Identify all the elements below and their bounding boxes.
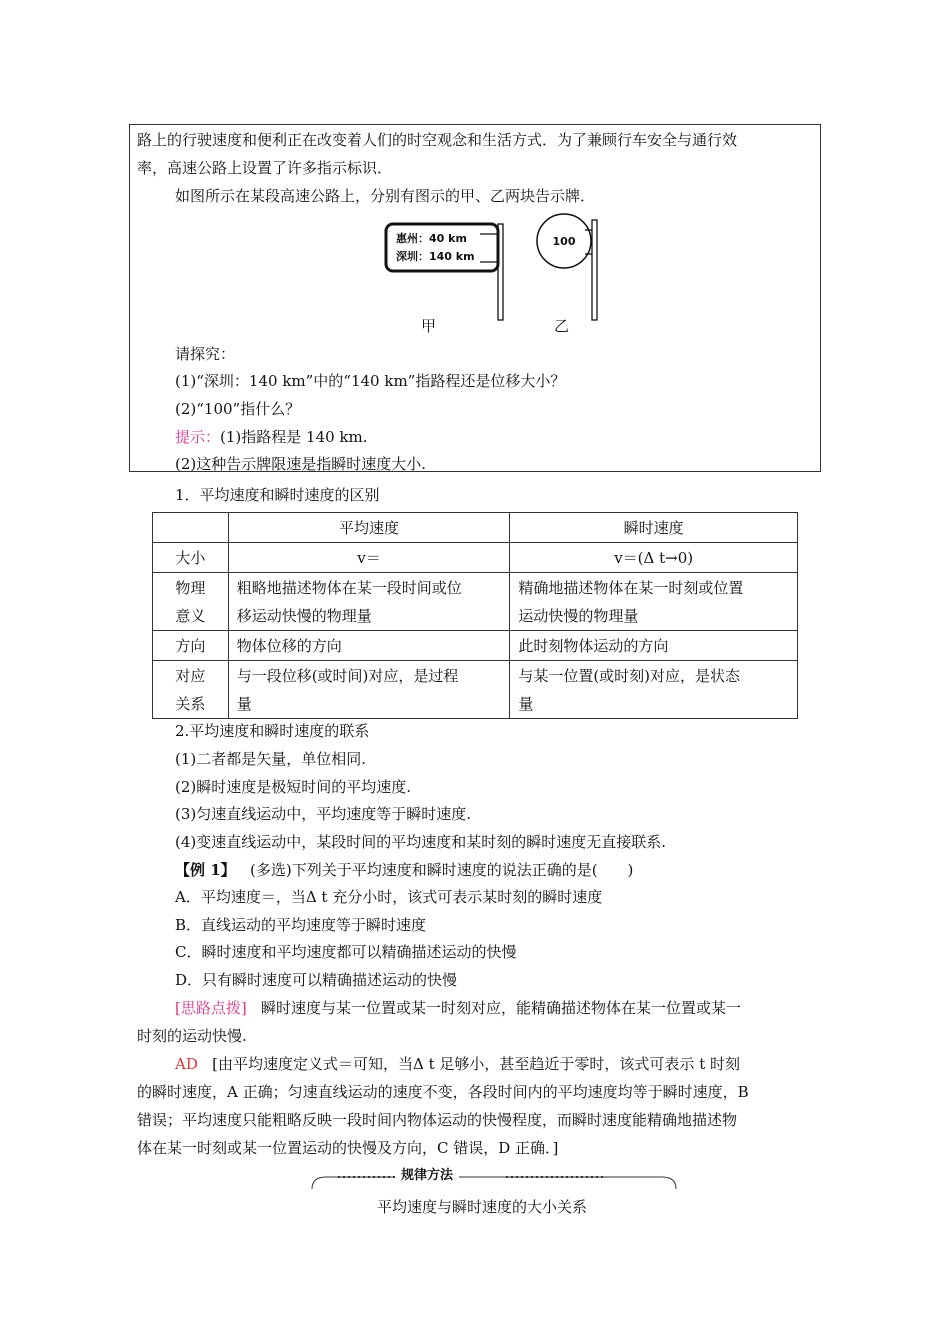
explain-line-2: 的瞬时速度，A 正确；匀速直线运动的速度不变，各段时间内的平均速度均等于瞬时速度，B [137, 1083, 749, 1101]
inst-text: 此时刻物体运动的方向 [518, 636, 669, 655]
option-b: B．直线运动的平均速度等于瞬时速度 [175, 916, 427, 934]
avg-text: 粗略地描述物体在某一段时间或位 [236, 578, 462, 597]
inst-cell [510, 573, 798, 631]
answer-1-text: (1)指路程是 140 km. [220, 428, 368, 446]
example-question: (多选)下列关于平均速度和瞬时速度的说法正确的是( ) [249, 861, 634, 879]
avg-cell [228, 661, 510, 719]
avg-text: 量 [236, 694, 252, 713]
inst-cell [510, 661, 798, 719]
avg-text: 物体位移的方向 [236, 636, 342, 655]
avg-text: 移运动快慢的物理量 [236, 606, 372, 625]
inst-cell [510, 543, 798, 573]
inst-text: 运动快慢的物理量 [518, 606, 639, 625]
table-row [153, 631, 798, 661]
section-2-title: 2.平均速度和瞬时速度的联系 [175, 722, 370, 740]
row-label [153, 573, 229, 631]
row-label-text: 物理 [175, 578, 206, 597]
table-row [153, 573, 798, 631]
row-label-text: 关系 [175, 694, 206, 713]
explore-answer-1 [175, 423, 368, 451]
avg-cell [228, 631, 510, 661]
explore-answer-2: (2)这种告示牌限速是指瞬时速度大小. [175, 455, 427, 473]
intro-line-1: 路上的行驶速度和便利正在改变着人们的时空观念和生活方式．为了兼顾行车安全与通行效 [137, 131, 738, 149]
option-a: A．平均速度＝，当Δ t 充分小时，该式可表示某时刻的瞬时速度 [175, 888, 603, 906]
table-header-row [153, 513, 798, 543]
explain-text-1: [由平均速度定义式＝可知，当Δ t 足够小，甚至趋近于零时，该式可表示 t 时刻 [212, 1055, 740, 1073]
row-label-text: 意义 [175, 606, 206, 625]
table-header-cell: 瞬时速度 [510, 513, 798, 543]
inst-text: 量 [518, 694, 534, 713]
table-row [153, 543, 798, 573]
figure-label-a: 甲 [421, 317, 437, 335]
row-label-text: 大小 [175, 548, 206, 567]
explain-line-4: 体在某一时刻或某一位置运动的快慢及方向，C 错误，D 正确．] [137, 1139, 559, 1157]
avg-cell [228, 573, 510, 631]
explain-line-3: 错误；平均速度只能粗略反映一段时间内物体运动的快慢程度，而瞬时速度能精确地描述物 [137, 1111, 738, 1129]
table-header-cell [153, 513, 229, 543]
explore-question-2: (2)“100”指什么？ [175, 400, 301, 418]
section-2-item: (4)变速直线运动中，某段时间的平均速度和某时刻的瞬时速度无直接联系. [175, 833, 667, 851]
road-signs-figure [380, 212, 620, 337]
example-label: 【例 1】 [175, 861, 236, 879]
row-label [153, 661, 229, 719]
avg-cell [228, 543, 510, 573]
avg-text: 与一段位移(或时间)对应，是过程 [236, 666, 459, 685]
inst-text: 精确地描述物体在某一时刻或位置 [518, 578, 744, 597]
row-label-text: 方向 [175, 636, 206, 655]
inst-text: 与某一位置(或时刻)对应，是状态 [518, 666, 741, 685]
option-c: C．瞬时速度和平均速度都可以精确描述运动的快慢 [175, 943, 517, 961]
option-d: D．只有瞬时速度可以精确描述运动的快慢 [175, 971, 458, 989]
row-label [153, 543, 229, 573]
explain-line-1 [175, 1050, 740, 1078]
sign-b-value: 100 [552, 235, 576, 248]
method-banner-decoration [308, 1163, 680, 1191]
inst-cell [510, 631, 798, 661]
intro-line-2: 率，高速公路上设置了许多指示标识． [137, 159, 393, 177]
distance-sign [386, 224, 503, 320]
inst-text: v＝(Δ t→0) [614, 548, 694, 567]
example-stem [175, 856, 633, 884]
row-label [153, 631, 229, 661]
tip-line-2: 时刻的运动快慢. [137, 1027, 247, 1045]
section-2-item: (3)匀速直线运动中，平均速度等于瞬时速度. [175, 805, 472, 823]
explore-heading: 请探究： [175, 345, 236, 363]
comparison-table [152, 512, 798, 719]
tip-label: [思路点拨] [175, 999, 247, 1017]
row-label-text: 对应 [175, 666, 206, 685]
method-banner-title: 规律方法 [395, 1167, 459, 1185]
section-2-item: (1)二者都是矢量，单位相同. [175, 750, 367, 768]
explore-question-1: (1)“深圳：140 km”中的“140 km”指路程还是位移大小？ [175, 372, 566, 390]
sign-a-line-2: 深圳：140 km [396, 250, 475, 263]
speed-limit-sign [537, 214, 597, 320]
section-2-item: (2)瞬时速度是极短时间的平均速度. [175, 778, 412, 796]
table-row [153, 661, 798, 719]
sign-a-line-1: 惠州：40 km [396, 232, 467, 245]
table-header-cell: 平均速度 [228, 513, 510, 543]
section-1-title: 1．平均速度和瞬时速度的区别 [175, 486, 380, 504]
intro-line-3: 如图所示在某段高速公路上，分别有图示的甲、乙两块告示牌． [175, 187, 596, 205]
avg-text: v＝ [357, 548, 381, 567]
method-subtitle: 平均速度与瞬时速度的大小关系 [377, 1198, 588, 1216]
hint-label: 提示： [175, 428, 221, 446]
figure-label-b: 乙 [554, 317, 570, 335]
tip-text-1: 瞬时速度与某一位置或某一时刻对应，能精确描述物体在某一位置或某一 [261, 999, 742, 1017]
answer-label: AD [175, 1055, 198, 1073]
tip-line-1 [175, 994, 741, 1022]
